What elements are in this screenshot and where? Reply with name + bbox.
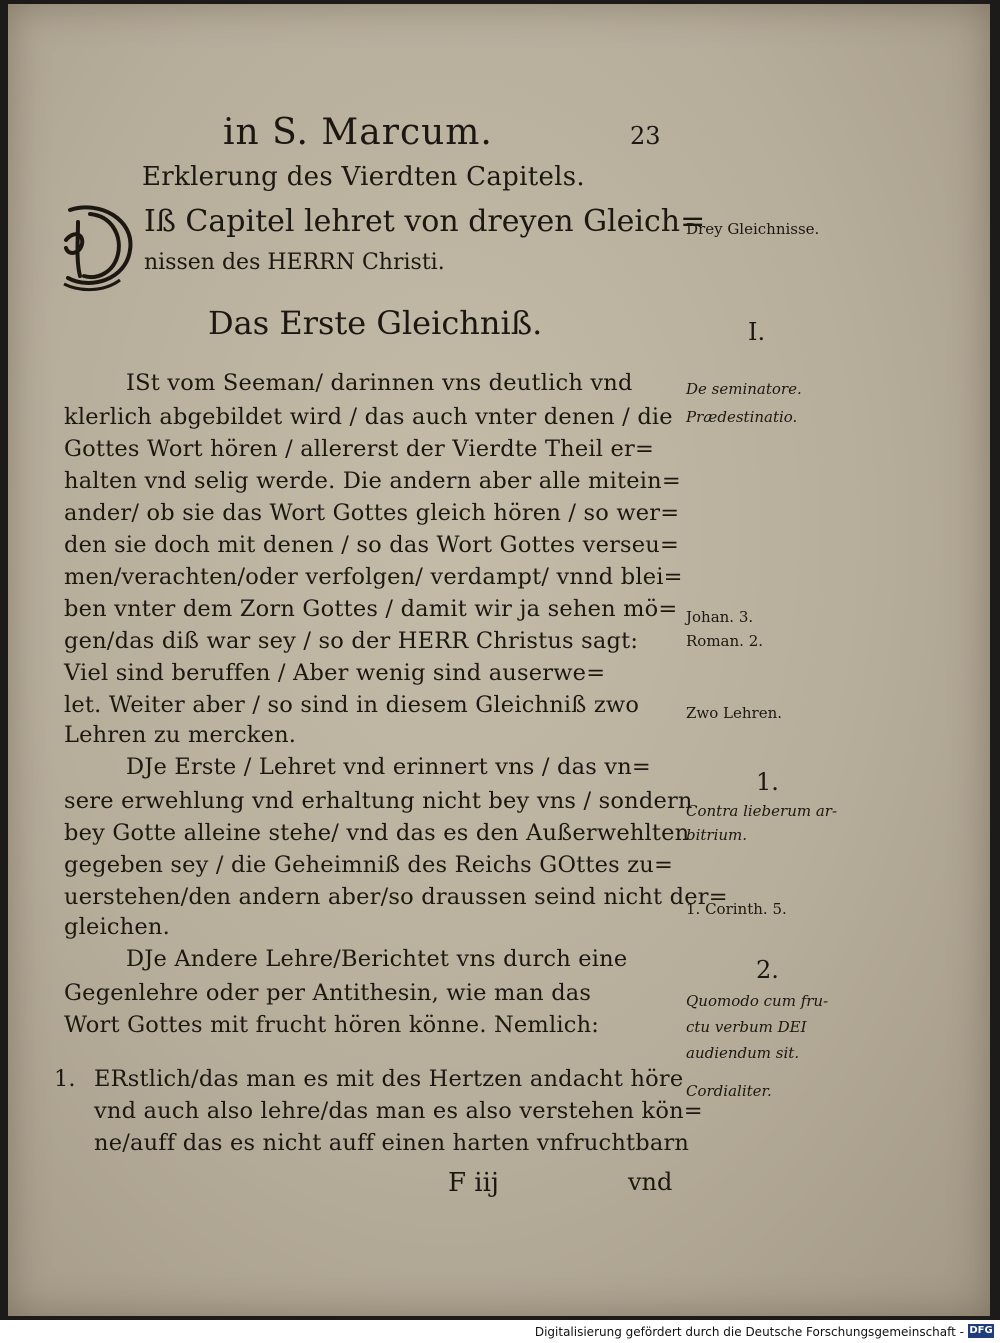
funding-notice: Digitalisierung gefördert durch die Deutsche Forschungsgemeinschaft - — [534, 1325, 964, 1339]
margin-note: Zwo Lehren. — [686, 704, 783, 722]
margin-note: Roman. 2. — [686, 632, 763, 650]
intro-line-2: nissen des HERRN Christi. — [144, 250, 445, 275]
margin-note: De seminatore. — [686, 380, 802, 398]
margin-note: Prædestinatio. — [686, 408, 798, 426]
margin-note: Cordialiter. — [686, 1082, 772, 1100]
body-line: gegeben sey / die Geheimniß des Reichs GOttes zu= — [64, 852, 673, 878]
body-line: ISt vom Seeman/ darinnen vns deutlich vnd — [126, 370, 633, 396]
body-line: ander/ ob sie das Wort Gottes gleich hören / so wer= — [64, 500, 680, 526]
body-line: klerlich abgebildet wird / das auch vnter denen / die — [64, 404, 673, 430]
body-line: men/verachten/oder verfolgen/ verdampt/ vnnd blei= — [64, 564, 683, 590]
body-line: sere erwehlung vnd erhaltung nicht bey vns / sondern — [64, 788, 693, 814]
body-line: DJe Erste / Lehret vnd erinnert vns / das vn= — [126, 754, 651, 780]
chapter-title: Erklerung des Vierdten Capitels. — [142, 162, 585, 192]
signature-mark: F iij — [448, 1168, 499, 1198]
decorated-initial-d-icon — [60, 200, 138, 292]
book-page — [8, 4, 990, 1316]
margin-note: ctu verbum DEI — [686, 1018, 807, 1036]
body-line: bey Gotte alleine stehe/ vnd das es den Außerwehlten — [64, 820, 690, 846]
body-line: let. Weiter aber / so sind in diesem Gleichniß zwo — [64, 692, 640, 718]
body-line: uerstehen/den andern aber/so draussen seind nicht der= — [64, 884, 728, 910]
section-heading: Das Erste Gleichniß. — [208, 304, 543, 342]
body-line: halten vnd selig werde. Die andern aber alle mitein= — [64, 468, 681, 494]
margin-note: Drey Gleichnisse. — [686, 220, 820, 238]
body-line: DJe Andere Lehre/Berichtet vns durch eine — [126, 946, 628, 972]
margin-note: 1. Corinth. 5. — [686, 900, 787, 918]
margin-note: Quomodo cum fru- — [686, 992, 829, 1010]
list-line: vnd auch also lehre/das man es also verstehen kön= — [94, 1098, 703, 1124]
body-line: Viel sind beruffen / Aber wenig sind auserwe= — [64, 660, 606, 686]
dfg-logo: DFG — [969, 1325, 993, 1336]
page-number: 23 — [630, 122, 661, 150]
body-line: Wort Gottes mit frucht hören könne. Nemlich: — [64, 1012, 600, 1038]
margin-note: 1. — [756, 768, 779, 796]
catchword: vnd — [628, 1168, 673, 1196]
body-line: den sie doch mit denen / so das Wort Gottes verseu= — [64, 532, 680, 558]
running-header: in S. Marcum. — [223, 112, 493, 153]
margin-note: Contra lieberum ar- — [686, 802, 838, 820]
margin-note: audiendum sit. — [686, 1044, 800, 1062]
body-line: Gottes Wort hören / allererst der Vierdte Theil er= — [64, 436, 655, 462]
margin-note: I. — [748, 318, 766, 346]
body-line: ben vnter dem Zorn Gottes / damit wir ja sehen mö= — [64, 596, 678, 622]
body-line: gleichen. — [64, 914, 170, 940]
margin-note: bitrium. — [686, 826, 748, 844]
margin-note: 2. — [756, 956, 779, 984]
margin-note: Johan. 3. — [686, 608, 754, 626]
intro-line-1: Iß Capitel lehret von dreyen Gleich= — [144, 204, 706, 239]
list-line: ne/auff das es nicht auff einen harten vnfruchtbarn — [94, 1130, 690, 1156]
body-line: Gegenlehre oder per Antithesin, wie man das — [64, 980, 592, 1006]
list-line: ERstlich/das man es mit des Hertzen andacht höre — [94, 1066, 684, 1092]
body-line: Lehren zu mercken. — [64, 722, 297, 748]
list-number: 1. — [54, 1066, 76, 1092]
body-line: gen/das diß war sey / so der HERR Christus sagt: — [64, 628, 639, 654]
